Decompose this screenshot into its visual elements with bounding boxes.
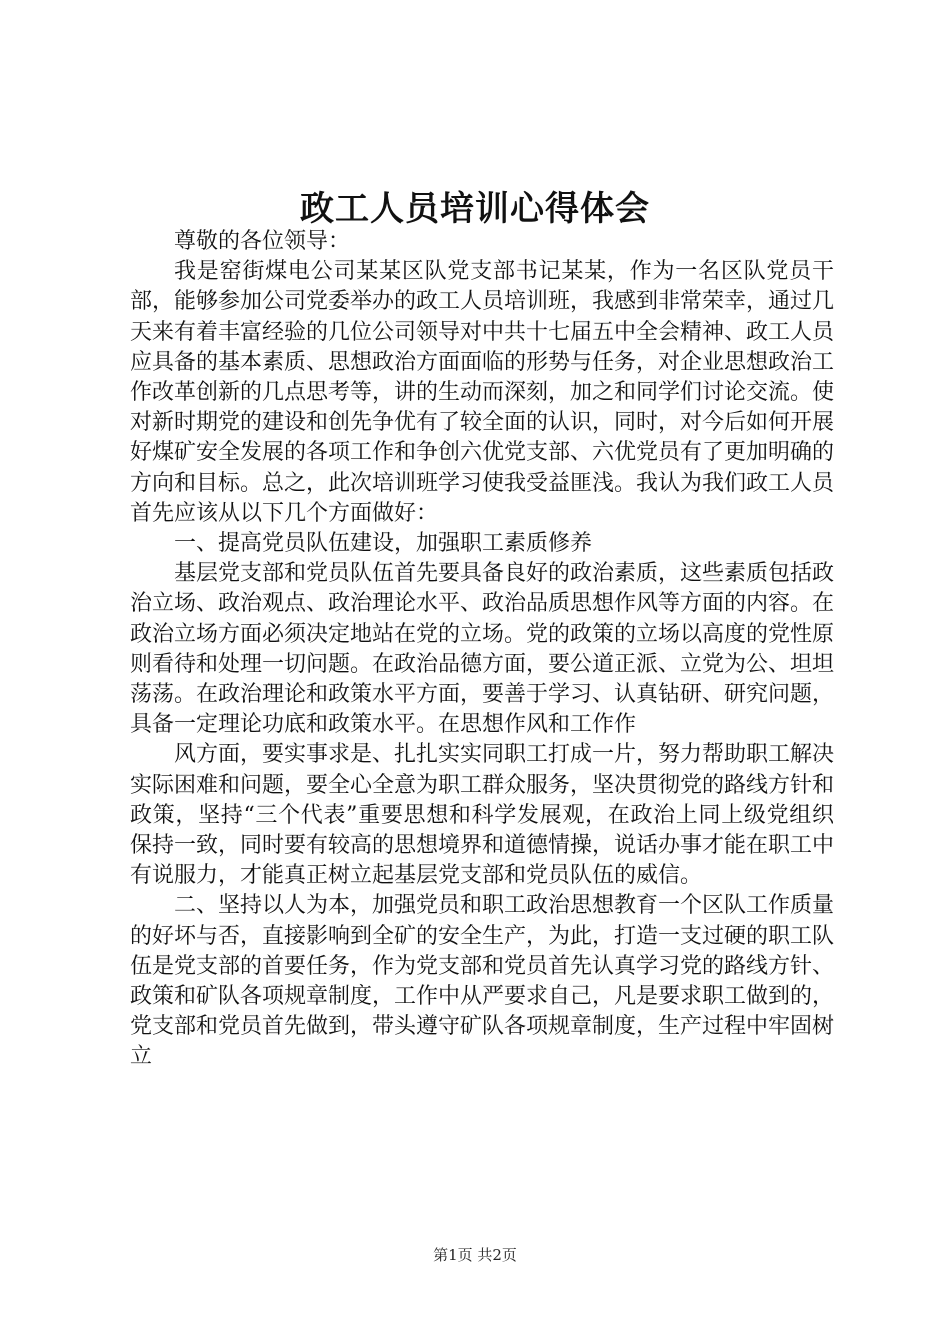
page-footer: 第1页 共2页 (433, 1246, 517, 1264)
salutation-paragraph: 尊敬的各位领导： (174, 229, 351, 254)
section-heading-1: 一、提高党员队伍建设，加强职工素质修养 (174, 531, 593, 557)
section-1-paragraph-continued: 风方面，要实事求是、扎扎实实同职工打成一片，努力帮助职工解决实际困难和问题，要全心全意为职工群众服务，坚决贯彻党的路线方针和政策，坚持“三个代表”重要思想和科学发展观，在政治上同上级党组织保持一致，同时要有较高的思想境界和道德情操，说话办事才能在职工中有说服力，才能真正树立起基层党支部和党员队伍的威信。 (130, 742, 835, 889)
document-body (130, 227, 834, 1073)
section-1-paragraph: 基层党支部和党员队伍首先要具备良好的政治素质，这些素质包括政治立场、政治观点、政治理论水平、政治品质思想作风等方面的内容。在政治立场方面必须决定地站在党的立场。党的政策的立场以高度的党性原则看待和处理一切问题。在政治品德方面，要公道正派、立党为公、坦坦荡荡。在政治理论和政策水平方面，要善于学习、认真钻研、研究问题，具备一定理论功底和政策水平。在思想作风和工作作 (130, 561, 835, 738)
section-2-paragraph: 二、坚持以人为本，加强党员和职工政治思想教育一个区队工作质量的好坏与否，直接影响到全矿的安全生产，为此，打造一支过硬的职工队伍是党支部的首要任务，作为党支部和党员首先认真学习党的路线方针、政策和矿队各项规章制度，工作中从严要求自己，凡是要求职工做到的，党支部和党员首先做到，带头遵守矿队各项规章制度，生产过程中牢固树立 (130, 893, 835, 1070)
document-title: 政工人员培训心得体会 (300, 189, 650, 229)
intro-paragraph: 我是窑街煤电公司某某区队党支部书记某某，作为一名区队党员干部，能够参加公司党委举办的政工人员培训班，我感到非常荣幸，通过几天来有着丰富经验的几位公司领导对中共十七届五中全会精神、政工人员应具备的基本素质、思想政治方面面临的形势与任务，对企业思想政治工作改革创新的几点思考等，讲的生动而深刻，加之和同学们讨论交流。使对新时期党的建设和创先争优有了较全面的认识，同时，对今后如何开展好煤矿安全发展的各项工作和争创六优党支部、六优党员有了更加明确的方向和目标。总之，此次培训班学习使我受益匪浅。我认为我们政工人员首先应该从以下几个方面做好： (130, 259, 835, 526)
